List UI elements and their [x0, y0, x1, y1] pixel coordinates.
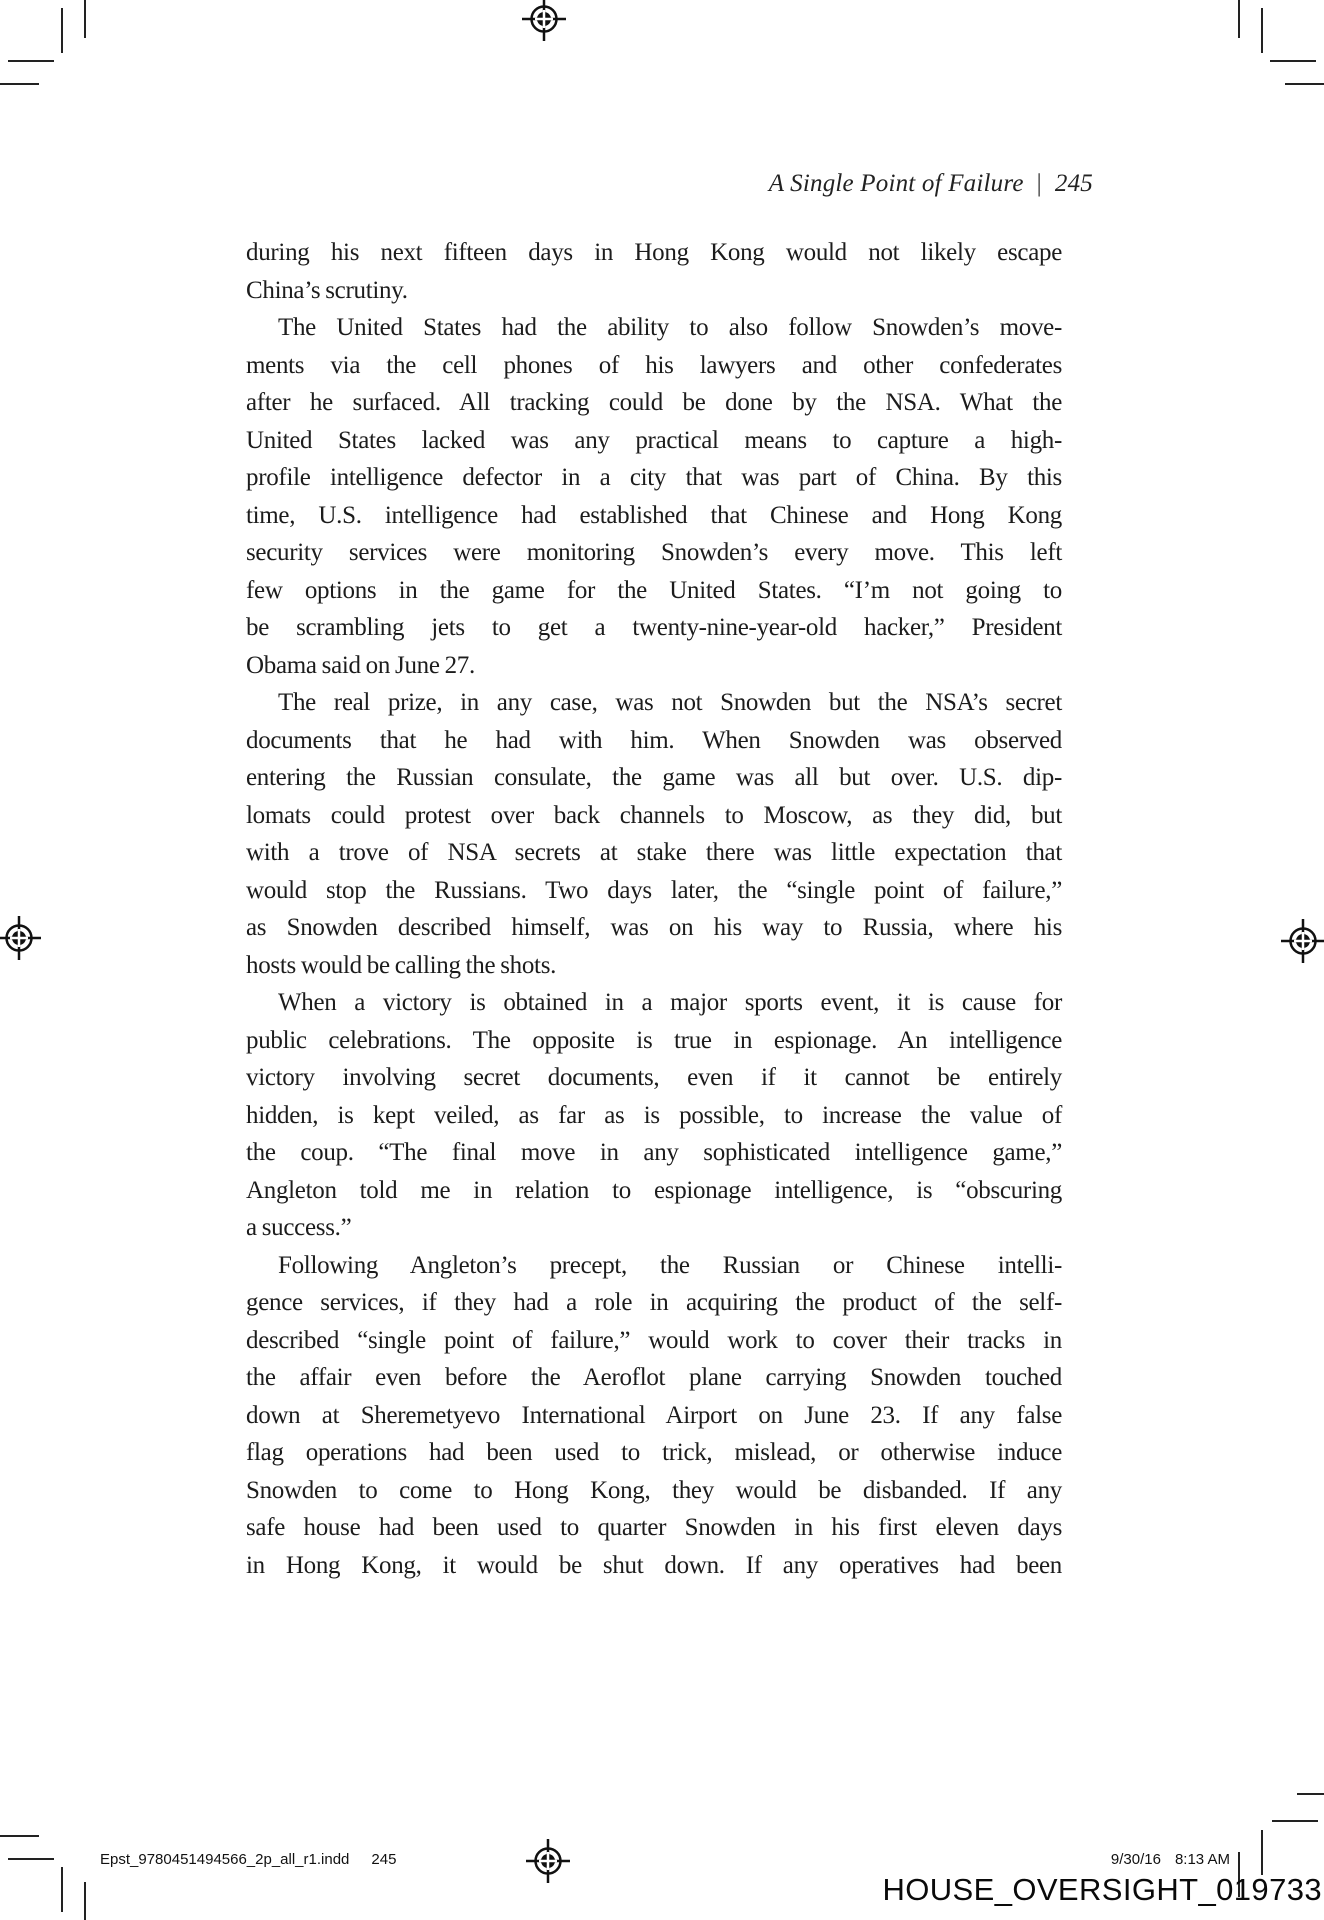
body-line: would stop the Russians. Two days later, the “single point of failure,” — [246, 876, 1062, 904]
body-line: Following Angleton’s precept, the Russian or Chinese intelli- — [278, 1251, 1062, 1279]
body-line: China’s scrutiny. — [246, 276, 408, 304]
body-line: in Hong Kong, it would be shut down. If any operatives had been — [246, 1551, 1062, 1579]
print-slug — [100, 1851, 396, 1868]
slug-date: 9/30/16 — [1110, 1851, 1161, 1868]
body-line: victory involving secret documents, even if it cannot be entirely — [246, 1064, 1062, 1091]
crop-mark — [8, 1858, 54, 1860]
body-line: described “single point of failure,” would work to cover their tracks in — [246, 1326, 1062, 1354]
slug-time: 8:13 AM — [1174, 1851, 1230, 1868]
crop-mark — [0, 83, 39, 85]
crop-mark — [1261, 8, 1263, 53]
body-line: safe house had been used to quarter Snowden in his first eleven days — [246, 1514, 1062, 1541]
body-line: a success.” — [246, 1214, 352, 1241]
body-line: few options in the game for the United States. “I’m not going to — [246, 576, 1062, 604]
body-line: documents that he had with him. When Snowden was observed — [246, 726, 1062, 754]
registration-mark-icon — [0, 914, 43, 962]
registration-mark-icon — [524, 1837, 572, 1885]
body-line: after he surfaced. All tracking could be done by the NSA. What the — [246, 389, 1062, 416]
body-line: The real prize, in any case, was not Snowden but the NSA’s secret — [278, 689, 1062, 716]
body-line: during his next fifteen days in Hong Kong would not likely escape — [246, 239, 1062, 266]
running-header — [769, 170, 1093, 198]
crop-mark — [61, 8, 63, 53]
header-separator: | — [1036, 170, 1042, 197]
crop-mark — [1297, 1793, 1324, 1795]
crop-mark — [84, 1882, 86, 1920]
slug-page-number: 245 — [371, 1851, 397, 1868]
body-line: profile intelligence defector in a city that was part of China. By this — [246, 464, 1062, 491]
body-line: hosts would be calling the shots. — [246, 951, 557, 979]
crop-mark — [84, 0, 86, 38]
crop-mark — [0, 1835, 39, 1837]
body-line: Angleton told me in relation to espionage intelligence, is “obscuring — [246, 1176, 1062, 1204]
crop-mark — [1272, 1820, 1318, 1822]
crop-mark — [61, 1867, 63, 1912]
body-line: Obama said on June 27. — [246, 651, 475, 679]
body-line: time, U.S. intelligence had established that Chinese and Hong Kong — [246, 501, 1062, 529]
body-line: lomats could protest over back channels to Moscow, as they did, but — [246, 801, 1062, 829]
body-line: as Snowden described himself, was on his way to Russia, where his — [246, 914, 1062, 941]
body-line: the coup. “The final move in any sophisticated intelligence game,” — [246, 1139, 1062, 1166]
crop-mark — [8, 60, 54, 62]
slug-filename: Epst_9780451494566_2p_all_r1.indd — [100, 1851, 350, 1868]
body-line: flag operations had been used to trick, mislead, or otherwise induce — [246, 1439, 1062, 1466]
body-line: gence services, if they had a role in acquiring the product of the self- — [246, 1289, 1062, 1316]
bates-stamp: HOUSE_OVERSIGHT_019733 — [882, 1872, 1322, 1907]
body-line: hidden, is kept veiled, as far as is possible, to increase the value of — [246, 1101, 1062, 1129]
body-line: down at Sheremetyevo International Airport on June 23. If any false — [246, 1401, 1062, 1429]
body-line: be scrambling jets to get a twenty-nine-year-old hacker,” President — [246, 614, 1062, 641]
crop-mark — [1270, 60, 1316, 62]
body-line: public celebrations. The opposite is true in espionage. An intelligence — [246, 1026, 1062, 1054]
body-line: When a victory is obtained in a major sports event, it is cause for — [278, 989, 1062, 1016]
crop-mark — [1261, 1830, 1263, 1875]
body-line: entering the Russian consulate, the game was all but over. U.S. dip- — [246, 764, 1062, 791]
body-line: The United States had the ability to also follow Snowden’s move- — [278, 314, 1062, 341]
crop-mark — [1285, 83, 1324, 85]
body-line: United States lacked was any practical means to capture a high- — [246, 426, 1062, 454]
body-line: ments via the cell phones of his lawyers and other confederates — [246, 351, 1062, 379]
print-timestamp — [1111, 1851, 1230, 1868]
crop-mark — [1238, 0, 1240, 38]
body-line: with a trove of NSA secrets at stake there was little expectation that — [246, 839, 1062, 866]
body-line: Snowden to come to Hong Kong, they would be disbanded. If any — [246, 1476, 1062, 1504]
registration-mark-icon — [1279, 917, 1324, 965]
body-line: the affair even before the Aeroflot plane carrying Snowden touched — [246, 1364, 1062, 1391]
chapter-title: A Single Point of Failure — [768, 170, 1024, 197]
body-line: security services were monitoring Snowden’s every move. This left — [246, 539, 1062, 566]
body-text — [246, 234, 1062, 1584]
registration-mark-icon — [520, 0, 568, 43]
page-number: 245 — [1054, 170, 1093, 197]
